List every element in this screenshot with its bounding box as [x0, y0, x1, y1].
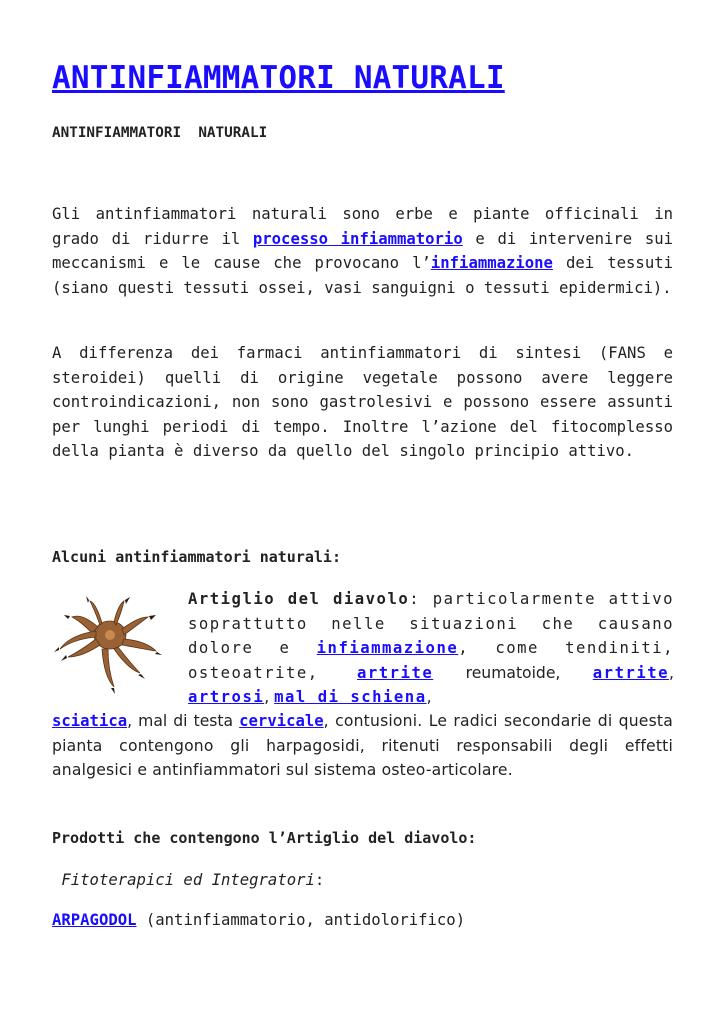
section-heading: Alcuni antinfiammatori naturali:: [52, 548, 341, 566]
link-artrosi[interactable]: artrosi: [188, 688, 265, 706]
link-mal-di-schiena[interactable]: mal di schiena: [274, 688, 427, 706]
page-title[interactable]: ANTINFIAMMATORI NATURALI: [52, 60, 505, 96]
link-artrite[interactable]: artrite: [357, 663, 434, 682]
category-colon: :: [314, 871, 325, 889]
remedy-name: Artiglio del diavolo: [188, 590, 410, 608]
article-subtitle: ANTINFIAMMATORI NATURALI: [52, 125, 268, 141]
intro-paragraph-1: [52, 202, 673, 300]
separator: ,: [426, 688, 432, 706]
link-infiammazione-2[interactable]: infiammazione: [316, 639, 459, 657]
remedy-text: reumatoide,: [433, 663, 593, 682]
link-sciatica[interactable]: sciatica: [52, 712, 128, 730]
product-item: [52, 908, 465, 933]
separator: ,: [669, 663, 674, 682]
separator: ,: [264, 688, 275, 706]
remedy-text: , contusioni. Le radici secondarie di questa pianta contengono gli harpagosidi, ritenuti responsabili degli effetti analgesici e antinfiammatori sul sistema osteo-articolare.: [52, 712, 673, 779]
remedy-text: , come tendiniti, osteoatrite,: [188, 639, 674, 682]
intro-text: dei tessuti (siano questi tessuti ossei, vasi sanguigni o tessuti epidermici).: [52, 254, 673, 297]
intro-text: e di intervenire sui meccanismi e le cause che provocano l’: [52, 229, 673, 272]
products-heading: Prodotti che contengono l’Artiglio del diavolo:: [52, 829, 477, 847]
link-infiammazione[interactable]: infiammazione: [430, 254, 553, 272]
intro-paragraph-2: A differenza dei farmaci antinfiammatori di sintesi (FANS e steroidei) quelli di origine vegetale possono avere leggere controindicazioni, non sono gastrolesivi e possono essere assunti per lunghi periodi di tempo. Inoltre l’azione del fitocomplesso della pianta è diverso da quello del singolo principio attivo.: [52, 344, 673, 460]
intro-text: Gli antinfiammatori naturali sono erbe e piante officinali in grado di ridurre il: [52, 205, 673, 248]
devils-claw-root-image: [52, 595, 164, 695]
remedy-text: : particolarmente attivo soprattutto nelle situazioni che causano dolore e: [188, 590, 674, 657]
link-artrite-2[interactable]: artrite: [592, 663, 670, 682]
link-cervicale[interactable]: cervicale: [239, 712, 324, 730]
remedy-text: , mal di testa: [127, 712, 240, 730]
remedy-description: [188, 587, 674, 710]
product-description: (antinfiammatorio, antidolorifico): [136, 911, 466, 929]
remedy-description-continued: [52, 709, 673, 783]
category-label: Fitoterapici ed Integratori: [52, 871, 315, 889]
link-processo-infiammatorio[interactable]: processo infiammatorio: [252, 229, 463, 248]
link-arpagodol[interactable]: ARPAGODOL: [52, 911, 137, 929]
product-category: [52, 868, 324, 893]
